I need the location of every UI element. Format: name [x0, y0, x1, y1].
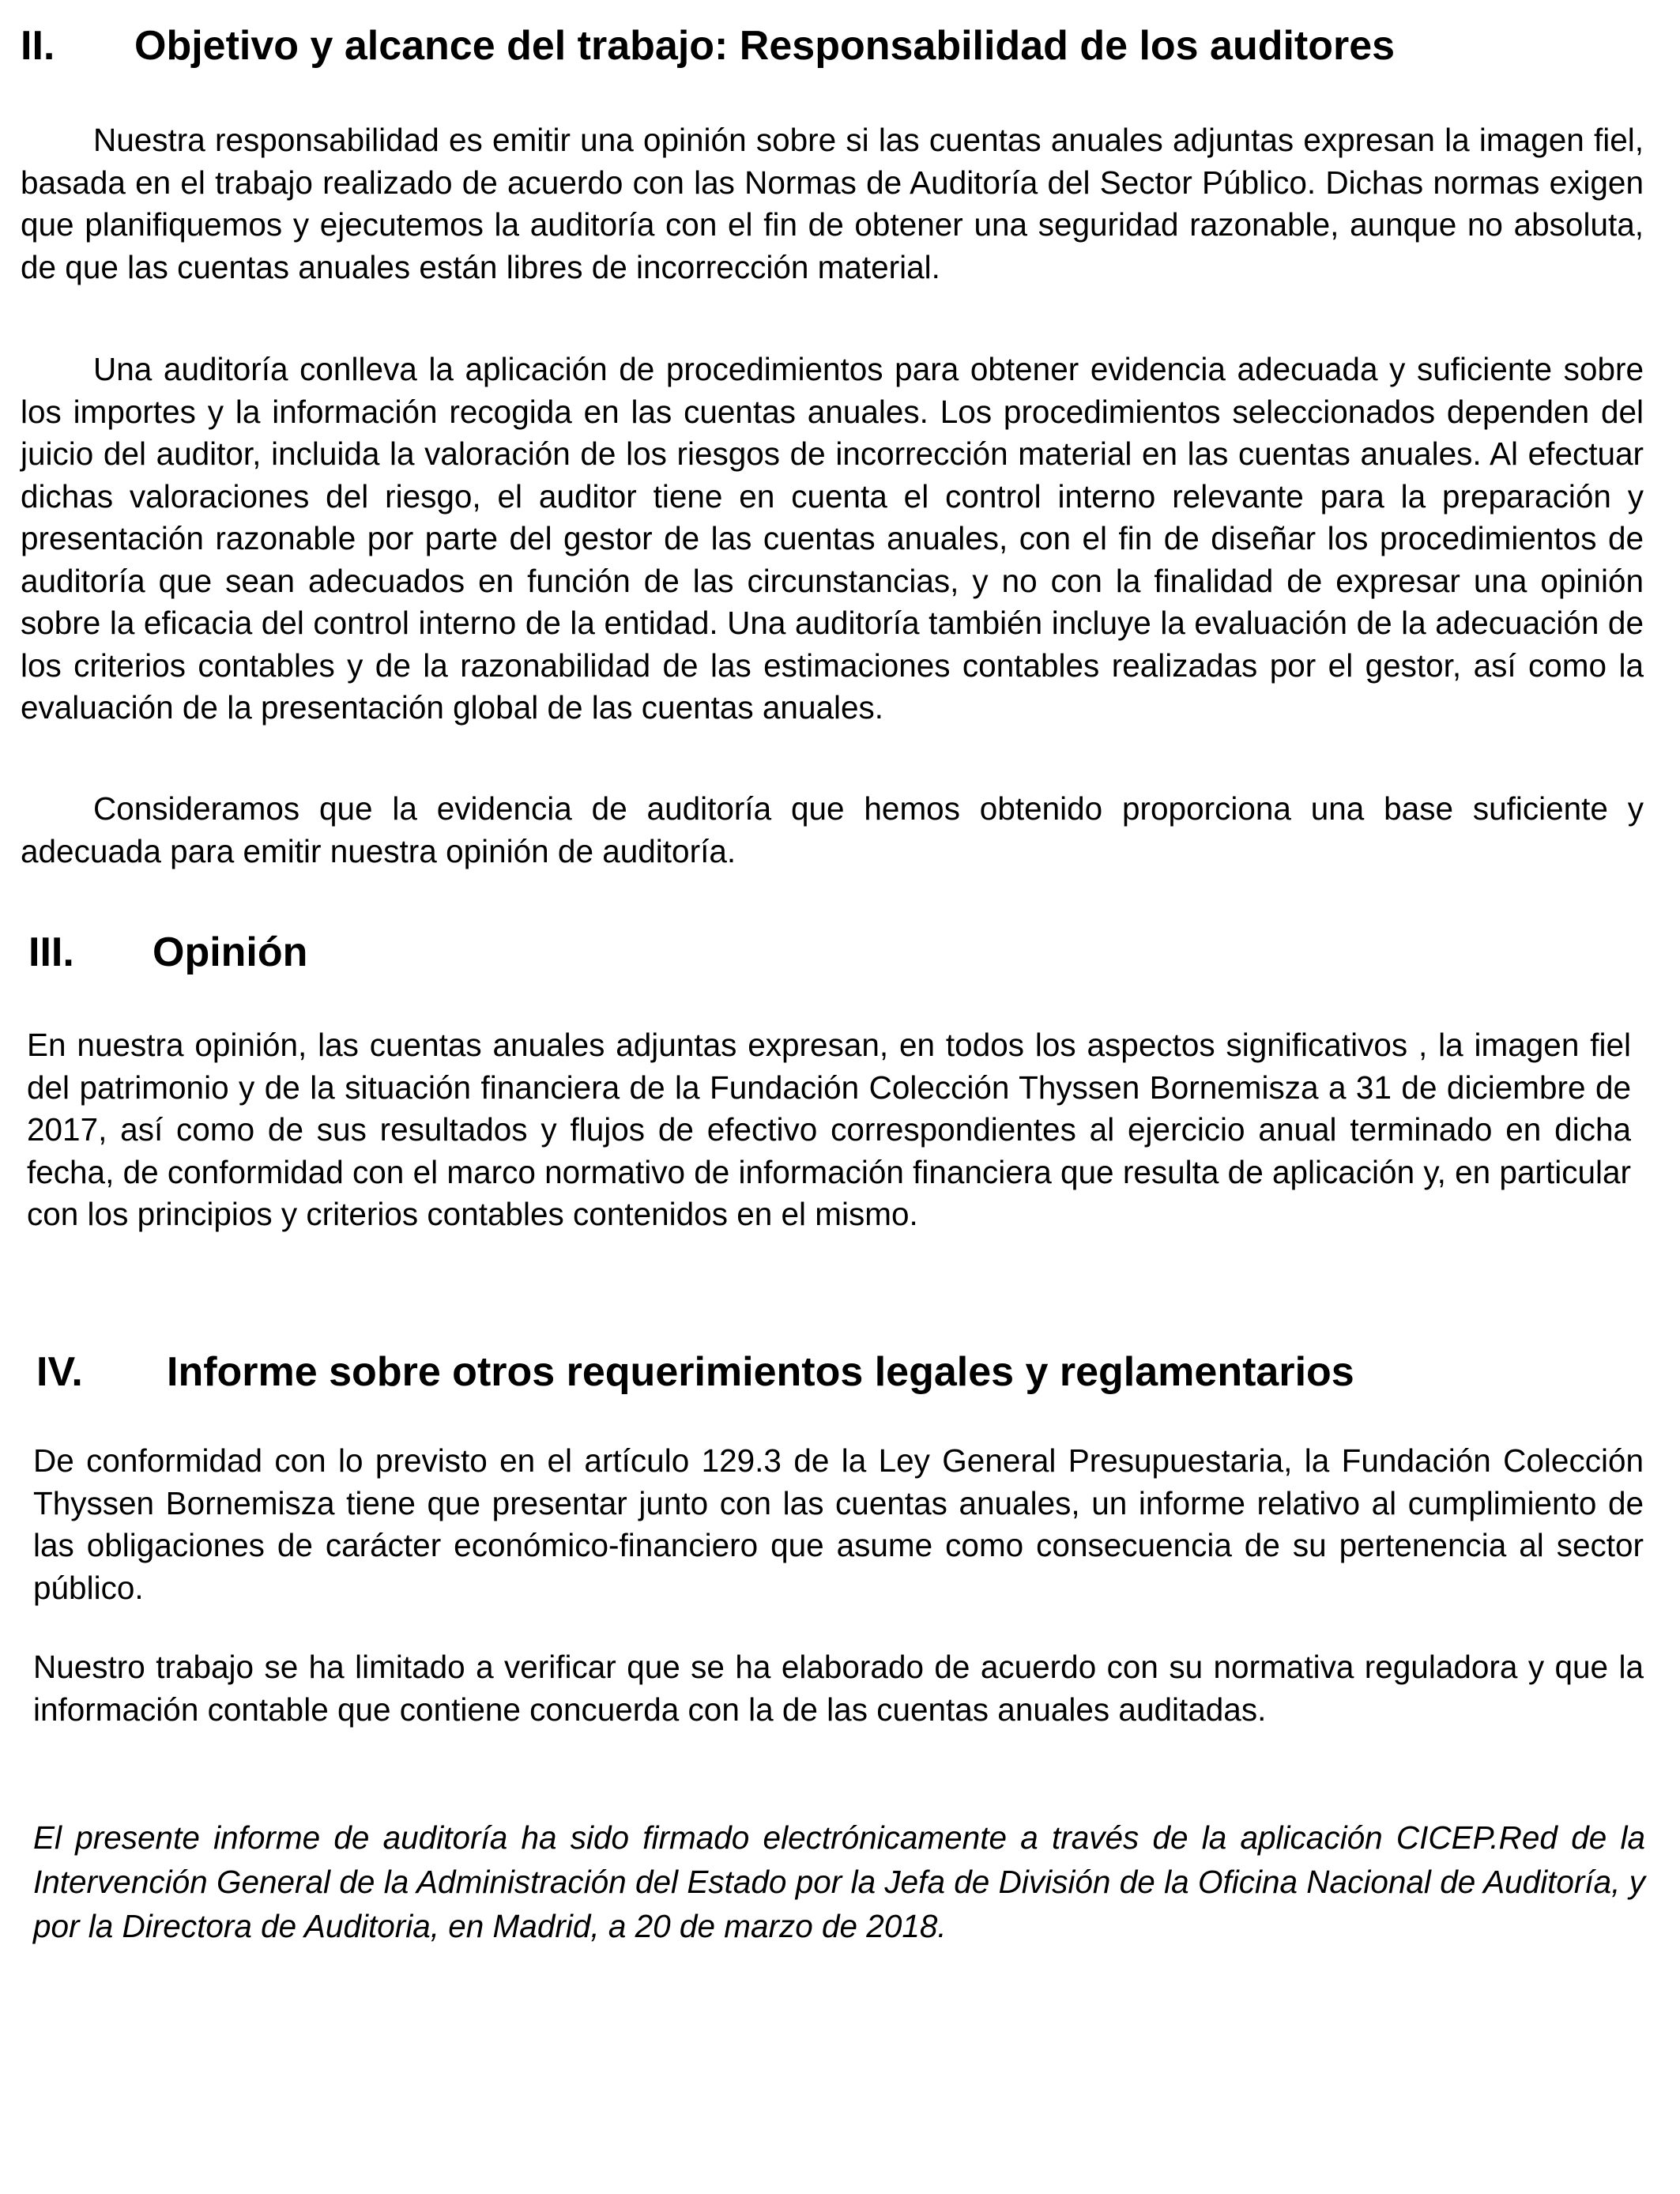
- section-iv-paragraph-2: Nuestro trabajo se ha limitado a verificar que se ha elaborado de acuerdo con su normativa reguladora y que la información contable que contiene concuerda con la de las cuentas anuales auditadas.: [33, 1649, 1644, 1728]
- section-iii-paragraph-1: En nuestra opinión, las cuentas anuales adjuntas expresan, en todos los aspectos significativos , la imagen fiel del patrimonio y de la situación financiera de la Fundación Colección Thyssen Bornemisza a 31 de diciembre de 2017, así como de sus resultados y flujos de efectivo correspondientes al ejercicio anual terminado en dicha fecha, de conformidad con el marco normativo de información financiera que resulta de aplicación y, en particular con los principios y criterios contables contenidos en el mismo.: [27, 1027, 1631, 1232]
- section-iii-title: Opinión: [153, 929, 308, 975]
- section-ii-paragraph-1: Nuestra responsabilidad es emitir una opinión sobre si las cuentas anuales adjuntas expresan la imagen fiel, basada en el trabajo realizado de acuerdo con las Normas de Auditoría del Sector Público. Dichas normas exigen que planifiquemos y ejecutemos la auditoría con el fin de obtener una seguridad razonable, aunque no absoluta, de que las cuentas anuales están libres de incorrección material.: [21, 122, 1644, 285]
- section-iv-paragraph-1: De conformidad con lo previsto en el artículo 129.3 de la Ley General Presupuestaria, la Fundación Colección Thyssen Bornemisza tiene que presentar junto con las cuentas anuales, un informe relativo al cumplimiento de las obligaciones de carácter económico-financiero que asume como consecuencia de su pertenencia al sector público.: [33, 1442, 1644, 1606]
- section-iii-number: III.: [28, 929, 74, 975]
- section-iv-number: IV.: [36, 1349, 83, 1395]
- section-ii-paragraph-2: Una auditoría conlleva la aplicación de procedimientos para obtener evidencia adecuada y suficiente sobre los importes y la información recogida en las cuentas anuales. Los procedimientos seleccionados dependen del juicio del auditor, incluida la valoración de los riesgos de incorrección material en las cuentas anuales. Al efectuar dichas valoraciones del riesgo, el auditor tiene en cuenta el control interno relevante para la preparación y presentación razonable por parte del gestor de las cuentas anuales, con el fin de diseñar los procedimientos de auditoría que sean adecuados en función de las circunstancias, y no con la finalidad de expresar una opinión sobre la eficacia del control interno de la entidad. Una auditoría también incluye la evaluación de la adecuación de los criterios contables y de la razonabilidad de las estimaciones contables realizadas por el gestor, así como la evaluación de la presentación global de las cuentas anuales.: [21, 351, 1644, 726]
- section-ii-title: Objetivo y alcance del trabajo: Responsabilidad de los auditores: [134, 23, 1396, 69]
- section-ii-paragraph-3: Consideramos que la evidencia de auditoría que hemos obtenido proporciona una base suficiente y adecuada para emitir nuestra opinión de auditoría.: [21, 790, 1644, 869]
- section-iv-title: Informe sobre otros requerimientos legales y reglamentarios: [167, 1349, 1354, 1395]
- signature-note: El presente informe de auditoría ha sido firmado electrónicamente a través de la aplicación CICEP.Red de la Intervención General de la Administración del Estado por la Jefa de División de la Oficina Nacional de Auditoría, y por la Directora de Auditoria, en Madrid, a 20 de marzo de 2018.: [33, 1819, 1645, 1944]
- section-ii-number: II.: [21, 23, 55, 69]
